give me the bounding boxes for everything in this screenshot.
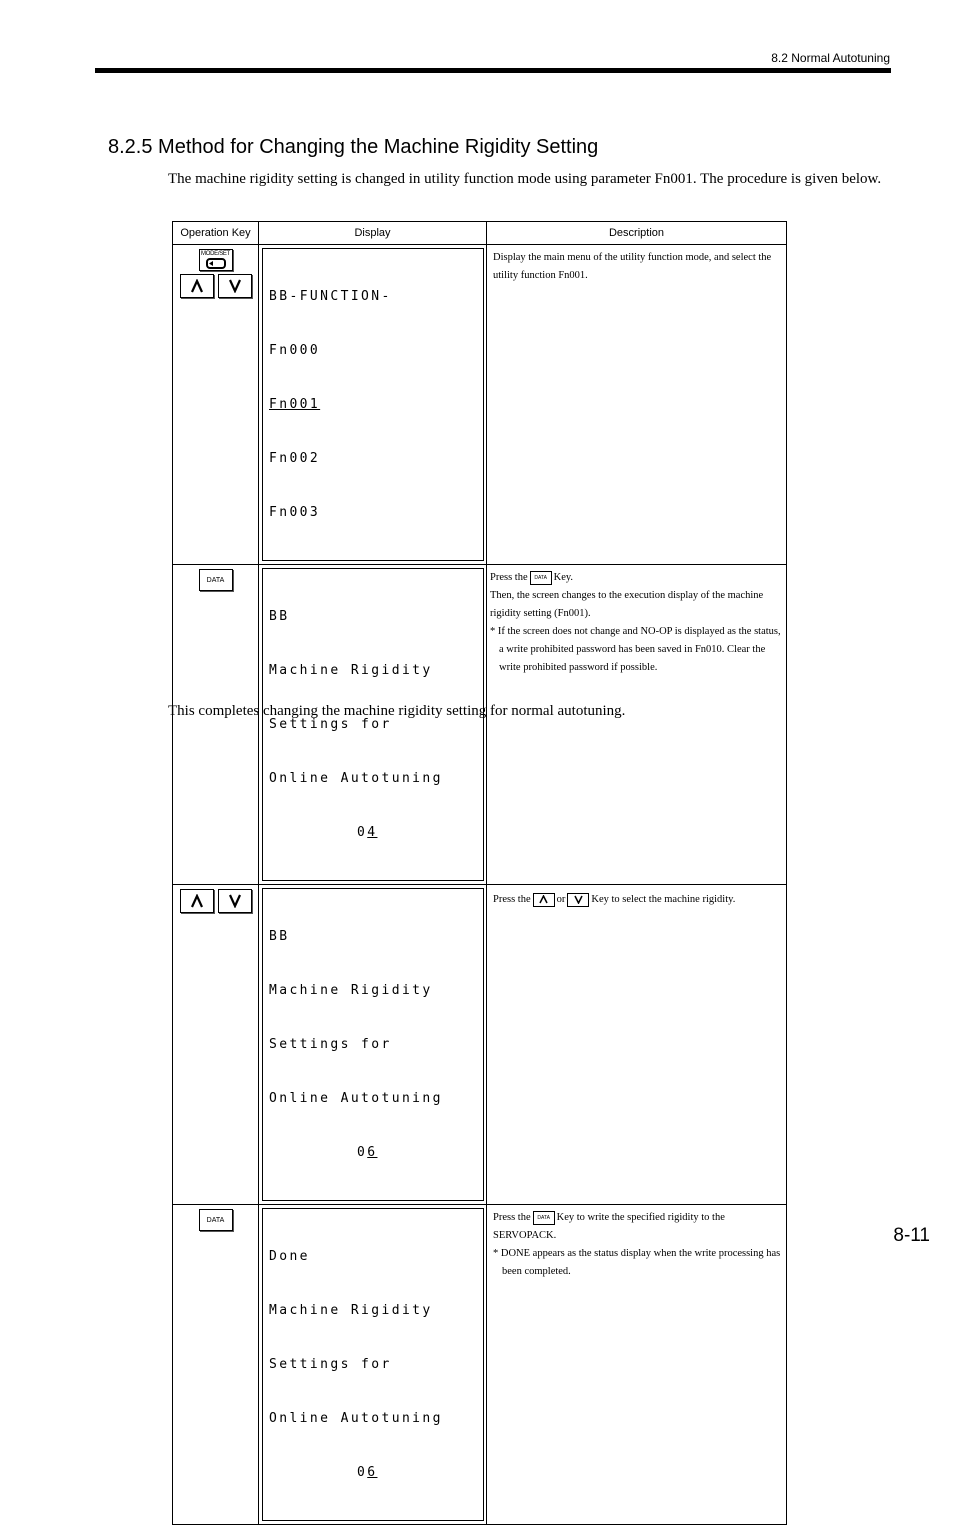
table-row [173, 885, 787, 1205]
press-text: Press the [493, 1212, 531, 1223]
up-arrow-icon [539, 895, 548, 904]
lcd-status: BB [269, 929, 290, 944]
display-cell [259, 565, 487, 885]
procedure-table [172, 221, 787, 1525]
lcd-line: Settings for [269, 1037, 392, 1052]
lcd-display [262, 888, 484, 1201]
col-header-description: Description [487, 222, 787, 245]
header-rule [95, 68, 891, 73]
page-number: 8-11 [893, 1225, 930, 1246]
table-row [173, 245, 787, 565]
lcd-line: Machine Rigidity [269, 1303, 433, 1318]
description-cell [487, 245, 787, 565]
lcd-value-digit: 0 [357, 825, 368, 840]
lcd-value-digit: 0 [357, 1145, 368, 1160]
press-text: Press the [490, 572, 528, 583]
lcd-line: Machine Rigidity [269, 663, 433, 678]
down-key[interactable] [218, 274, 252, 298]
lcd-display [262, 248, 484, 561]
description-cell [487, 885, 787, 1205]
note-text: * DONE appears as the status display when the write processing has been completed. [493, 1248, 781, 1277]
up-key-inline [533, 893, 555, 907]
lcd-value-digit: 0 [357, 1465, 368, 1480]
data-key-inline: DATA [533, 1211, 555, 1225]
lcd-value-cursor: 6 [367, 1145, 378, 1160]
or-text: or [556, 894, 566, 905]
lcd-value-cursor: 4 [367, 825, 378, 840]
description-cell [487, 1205, 787, 1525]
lcd-line-selected: Fn001 [269, 397, 321, 412]
description-text: Then, the screen changes to the execution display of the machine rigidity setting (Fn001). [490, 590, 764, 619]
press-text-post: Key to select the machine rigidity. [591, 894, 736, 905]
lcd-line: Fn000 [269, 343, 321, 358]
down-key[interactable] [218, 889, 252, 913]
intro-paragraph: The machine rigidity setting is changed in utility function mode using parameter Fn001. The procedure is given below. [168, 171, 882, 187]
display-cell [259, 885, 487, 1205]
lcd-status: BB [269, 289, 290, 304]
data-key[interactable]: DATA [199, 1209, 233, 1231]
up-arrow-icon [190, 279, 204, 293]
lcd-line: Machine Rigidity [269, 983, 433, 998]
down-key-inline [567, 893, 589, 907]
lcd-line: Online Autotuning [269, 1411, 443, 1426]
data-key[interactable]: DATA [199, 569, 233, 591]
table-header-row [173, 222, 787, 245]
lcd-line: Fn003 [269, 505, 321, 520]
up-key[interactable] [180, 889, 214, 913]
press-text-post: Key to write the specified rigidity to the SERVOPACK. [493, 1212, 725, 1241]
lcd-status: BB [269, 609, 290, 624]
up-arrow-icon [190, 894, 204, 908]
col-header-operation-key: Operation Key [173, 222, 259, 245]
press-text-post: Key. [553, 572, 574, 583]
down-arrow-icon [228, 279, 242, 293]
display-cell [259, 245, 487, 565]
mode-cycle-icon [205, 258, 227, 269]
press-text: Press the [493, 894, 531, 905]
lcd-line: Settings for [269, 717, 392, 732]
running-header: 8.2 Normal Autotuning [771, 51, 890, 65]
lcd-title: -FUNCTION- [289, 289, 392, 304]
display-cell [259, 1205, 487, 1525]
operation-key-cell [173, 565, 259, 885]
lcd-line: Online Autotuning [269, 1091, 443, 1106]
operation-key-cell [173, 885, 259, 1205]
table-row [173, 1205, 787, 1525]
note-text: * If the screen does not change and NO-OP is displayed as the status, a write prohibited password has been saved in Fn010. Clear the write prohibited password if possible. [490, 626, 781, 673]
down-arrow-icon [574, 895, 583, 904]
table-row [173, 565, 787, 885]
up-key[interactable] [180, 274, 214, 298]
operation-key-cell [173, 245, 259, 565]
lcd-line: Online Autotuning [269, 771, 443, 786]
lcd-display [262, 568, 484, 881]
description-cell [487, 565, 787, 885]
mode-set-key[interactable] [199, 249, 233, 271]
lcd-line: Fn002 [269, 451, 321, 466]
section-title: 8.2.5 Method for Changing the Machine Rigidity Setting [108, 136, 599, 158]
lcd-display [262, 1208, 484, 1521]
operation-key-cell [173, 1205, 259, 1525]
mode-set-key-label: MODE/SET [201, 251, 230, 257]
data-key-inline: DATA [530, 571, 552, 585]
lcd-line: Settings for [269, 1357, 392, 1372]
col-header-display: Display [259, 222, 487, 245]
closing-paragraph: This completes changing the machine rigidity setting for normal autotuning. [168, 703, 626, 719]
down-arrow-icon [228, 894, 242, 908]
lcd-status: Done [269, 1249, 310, 1264]
lcd-value-cursor: 6 [367, 1465, 378, 1480]
description-text: Display the main menu of the utility function mode, and select the utility function Fn001. [493, 252, 772, 281]
